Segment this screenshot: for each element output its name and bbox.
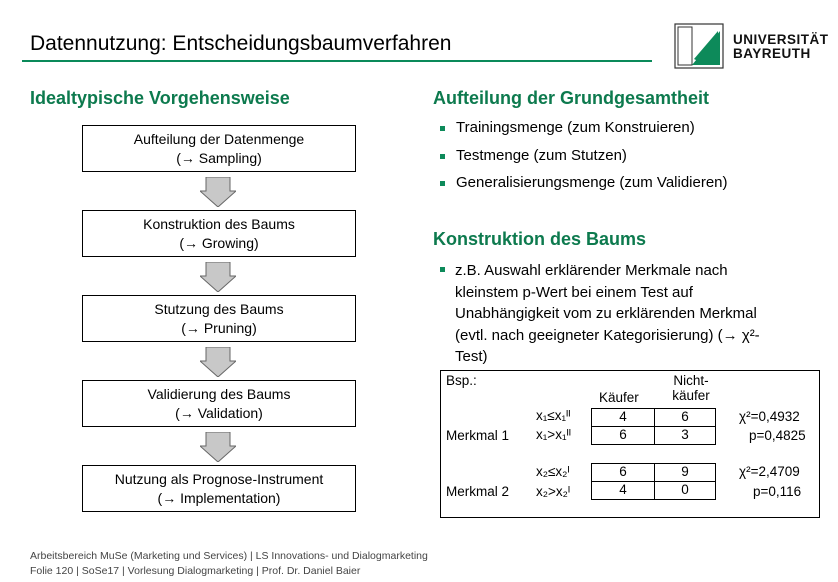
m2-condition-2: x₂>x₂ᴵ xyxy=(536,484,571,499)
bullet-item: Generalisierungsmenge (zum Validieren) xyxy=(456,174,728,191)
down-arrow-icon xyxy=(200,177,236,207)
page-title: Datennutzung: Entscheidungsbaumverfahren xyxy=(30,32,452,55)
m1-condition-2: x₁>x₁ᴵᴵ xyxy=(536,427,572,442)
right-heading-2: Konstruktion des Baums xyxy=(433,229,647,249)
bullet-icon xyxy=(440,126,445,131)
m2-p-value: p=0,116 xyxy=(753,484,802,499)
m1-p-value: p=0,4825 xyxy=(749,428,806,443)
step-growing: Konstruktion des Baums (→ Growing) xyxy=(82,210,356,257)
m1-cell: 4 xyxy=(591,408,655,427)
m1-cell: 3 xyxy=(654,426,716,445)
bullet-icon xyxy=(440,267,445,272)
step-validation: Validierung des Baums (→ Validation) xyxy=(82,380,356,427)
m2-cell: 4 xyxy=(591,481,655,500)
footer-line-2: Folie 120 | SoSe17 | Vorlesung Dialogmarketing | Prof. Dr. Daniel Baier xyxy=(30,565,361,577)
bullet-item: Testmenge (zum Stutzen) xyxy=(456,147,627,164)
right-heading-1: Aufteilung der Grundgesamtheit xyxy=(433,88,710,108)
down-arrow-icon xyxy=(200,347,236,377)
step-pruning: Stutzung des Baums (→ Pruning) xyxy=(82,295,356,342)
column-header-nonbuyers: Nicht- käufer xyxy=(672,373,710,403)
left-heading: Idealtypische Vorgehensweise xyxy=(30,88,290,108)
m2-cell: 6 xyxy=(591,463,655,482)
m1-cell: 6 xyxy=(654,408,716,427)
m2-cell: 9 xyxy=(654,463,716,482)
footer-line-1: Arbeitsbereich MuSe (Marketing und Services) | LS Innovations- und Dialogmarketing xyxy=(30,550,428,562)
m1-condition-1: x₁≤x₁ᴵᴵ xyxy=(536,408,571,423)
step-implementation: Nutzung als Prognose-Instrument (→ Implementation) xyxy=(82,465,356,512)
example-label: Bsp.: xyxy=(446,373,477,388)
m1-chi-square: χ²=0,4932 xyxy=(739,409,800,424)
m2-chi-square: χ²=2,4709 xyxy=(739,464,800,479)
m2-cell: 0 xyxy=(654,481,716,500)
m1-cell: 6 xyxy=(591,426,655,445)
m2-label: Merkmal 2 xyxy=(446,484,510,499)
bullet-icon xyxy=(440,154,445,159)
bullet-item: Trainingsmenge (zum Konstruieren) xyxy=(456,119,695,136)
down-arrow-icon xyxy=(200,432,236,462)
bullet-icon xyxy=(440,181,445,186)
title-divider xyxy=(22,60,652,62)
university-name: UNIVERSITÄT BAYREUTH xyxy=(733,32,829,61)
m2-condition-1: x₂≤x₂ᴵ xyxy=(536,464,570,479)
down-arrow-icon xyxy=(200,262,236,292)
university-logo-icon xyxy=(674,23,724,69)
column-header-buyers: Käufer xyxy=(599,390,639,405)
example-box xyxy=(440,370,820,518)
m1-label: Merkmal 1 xyxy=(446,428,510,443)
construction-paragraph: z.B. Auswahl erklärender Merkmale nach kleinstem p-Wert bei einem Test auf Unabhängigkeit vom zu erklärenden Merkmal (evtl. nach geeigneter Kategorisierung) (→ χ²- Test) xyxy=(455,262,760,365)
step-sampling: Aufteilung der Datenmenge (→ Sampling) xyxy=(82,125,356,172)
